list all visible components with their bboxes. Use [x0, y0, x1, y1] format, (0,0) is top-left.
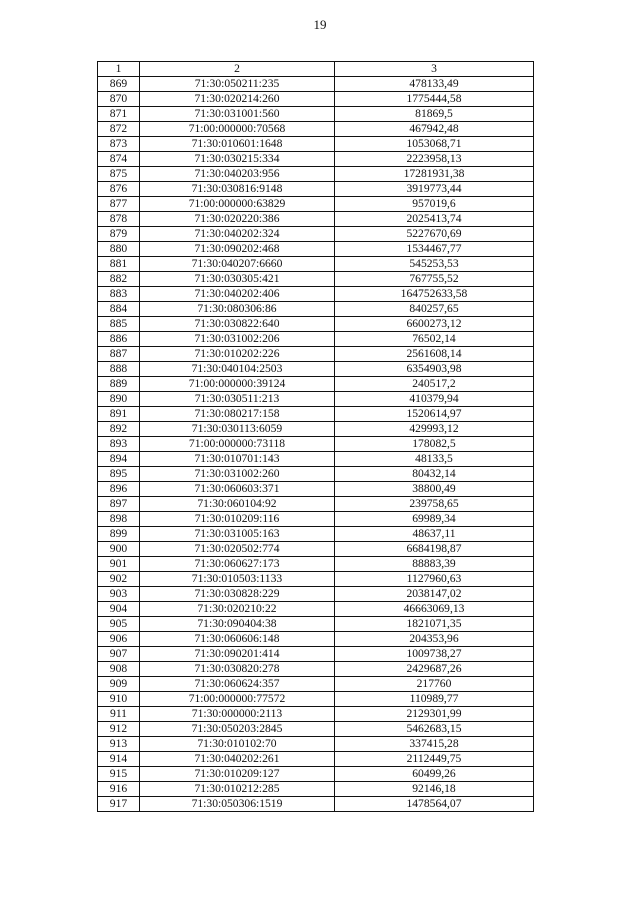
value-cell: 69989,34	[335, 512, 534, 527]
table-row	[98, 242, 534, 257]
cadastral-number-cell: 71:30:020214:260	[140, 92, 335, 107]
row-number-cell: 873	[98, 137, 140, 152]
table-row	[98, 377, 534, 392]
table-row	[98, 617, 534, 632]
value-cell: 545253,53	[335, 257, 534, 272]
cadastral-number-cell: 71:30:060624:357	[140, 677, 335, 692]
cadastral-number-cell: 71:30:040202:261	[140, 752, 335, 767]
table-row	[98, 632, 534, 647]
value-cell: 1053068,71	[335, 137, 534, 152]
table-row	[98, 542, 534, 557]
row-number-cell: 885	[98, 317, 140, 332]
value-cell: 48637,11	[335, 527, 534, 542]
row-number-cell: 900	[98, 542, 140, 557]
row-number-cell: 871	[98, 107, 140, 122]
row-number-cell: 875	[98, 167, 140, 182]
column-header-value: 3	[335, 62, 534, 77]
cadastral-number-cell: 71:30:050306:1519	[140, 797, 335, 812]
value-cell: 767755,52	[335, 272, 534, 287]
value-cell: 6600273,12	[335, 317, 534, 332]
value-cell: 1478564,07	[335, 797, 534, 812]
row-number-cell: 903	[98, 587, 140, 602]
table-row	[98, 212, 534, 227]
value-cell: 204353,96	[335, 632, 534, 647]
row-number-cell: 869	[98, 77, 140, 92]
value-cell: 3919773,44	[335, 182, 534, 197]
table-row	[98, 137, 534, 152]
value-cell: 429993,12	[335, 422, 534, 437]
table-row	[98, 407, 534, 422]
row-number-cell: 886	[98, 332, 140, 347]
table-row	[98, 722, 534, 737]
value-cell: 239758,65	[335, 497, 534, 512]
cadastral-number-cell: 71:30:040202:324	[140, 227, 335, 242]
row-number-cell: 897	[98, 497, 140, 512]
table-row	[98, 782, 534, 797]
row-number-cell: 892	[98, 422, 140, 437]
table-row	[98, 437, 534, 452]
value-cell: 2025413,74	[335, 212, 534, 227]
table-row	[98, 392, 534, 407]
value-cell: 110989,77	[335, 692, 534, 707]
value-cell: 48133,5	[335, 452, 534, 467]
row-number-cell: 908	[98, 662, 140, 677]
cadastral-number-cell: 71:30:040104:2503	[140, 362, 335, 377]
table-row	[98, 122, 534, 137]
row-number-cell: 888	[98, 362, 140, 377]
cadastral-number-cell: 71:30:040207:6660	[140, 257, 335, 272]
table-row	[98, 572, 534, 587]
cadastral-number-cell: 71:00:000000:70568	[140, 122, 335, 137]
value-cell: 2223958,13	[335, 152, 534, 167]
cadastral-number-cell: 71:30:010601:1648	[140, 137, 335, 152]
cadastral-number-cell: 71:00:000000:39124	[140, 377, 335, 392]
row-number-cell: 916	[98, 782, 140, 797]
cadastral-number-cell: 71:00:000000:77572	[140, 692, 335, 707]
cadastral-number-cell: 71:30:090202:468	[140, 242, 335, 257]
table-row	[98, 362, 534, 377]
value-cell: 38800,49	[335, 482, 534, 497]
cadastral-number-cell: 71:30:010209:127	[140, 767, 335, 782]
table-row	[98, 557, 534, 572]
row-number-cell: 891	[98, 407, 140, 422]
value-cell: 1821071,35	[335, 617, 534, 632]
cadastral-number-cell: 71:30:040203:956	[140, 167, 335, 182]
table-row	[98, 737, 534, 752]
cadastral-number-cell: 71:30:030113:6059	[140, 422, 335, 437]
cadastral-number-cell: 71:30:030215:334	[140, 152, 335, 167]
row-number-cell: 894	[98, 452, 140, 467]
value-cell: 46663069,13	[335, 602, 534, 617]
value-cell: 1009738,27	[335, 647, 534, 662]
cadastral-number-cell: 71:30:030822:640	[140, 317, 335, 332]
table-row	[98, 707, 534, 722]
table-row	[98, 167, 534, 182]
table-row	[98, 767, 534, 782]
cadastral-number-cell: 71:30:030305:421	[140, 272, 335, 287]
table-row	[98, 152, 534, 167]
row-number-cell: 910	[98, 692, 140, 707]
table-row	[98, 107, 534, 122]
table-header-row	[98, 62, 534, 77]
table-row	[98, 77, 534, 92]
table-row	[98, 287, 534, 302]
cadastral-number-cell: 71:30:060627:173	[140, 557, 335, 572]
table-row	[98, 797, 534, 812]
row-number-cell: 906	[98, 632, 140, 647]
value-cell: 467942,48	[335, 122, 534, 137]
value-cell: 60499,26	[335, 767, 534, 782]
cadastral-number-cell: 71:30:060104:92	[140, 497, 335, 512]
row-number-cell: 877	[98, 197, 140, 212]
cadastral-number-cell: 71:30:030511:213	[140, 392, 335, 407]
value-cell: 1534467,77	[335, 242, 534, 257]
cadastral-number-cell: 71:30:020502:774	[140, 542, 335, 557]
table-row	[98, 452, 534, 467]
row-number-cell: 901	[98, 557, 140, 572]
row-number-cell: 893	[98, 437, 140, 452]
row-number-cell: 909	[98, 677, 140, 692]
cadastral-number-cell: 71:30:030828:229	[140, 587, 335, 602]
cadastral-number-cell: 71:30:010212:285	[140, 782, 335, 797]
row-number-cell: 874	[98, 152, 140, 167]
cadastral-number-cell: 71:30:090404:38	[140, 617, 335, 632]
value-cell: 2561608,14	[335, 347, 534, 362]
value-cell: 5462683,15	[335, 722, 534, 737]
cadastral-number-cell: 71:30:031002:206	[140, 332, 335, 347]
value-cell: 240517,2	[335, 377, 534, 392]
table-row	[98, 272, 534, 287]
row-number-cell: 917	[98, 797, 140, 812]
page-number: 19	[313, 17, 327, 32]
cadastral-number-cell: 71:30:010102:70	[140, 737, 335, 752]
cadastral-number-cell: 71:30:050211:235	[140, 77, 335, 92]
cadastral-number-cell: 71:30:010503:1133	[140, 572, 335, 587]
table-row	[98, 587, 534, 602]
value-cell: 17281931,38	[335, 167, 534, 182]
row-number-cell: 887	[98, 347, 140, 362]
row-number-cell: 884	[98, 302, 140, 317]
value-cell: 957019,6	[335, 197, 534, 212]
table-row	[98, 347, 534, 362]
column-header-cadastral-number: 2	[140, 62, 335, 77]
row-number-cell: 889	[98, 377, 140, 392]
table-row	[98, 467, 534, 482]
value-cell: 478133,49	[335, 77, 534, 92]
table-row	[98, 302, 534, 317]
row-number-cell: 878	[98, 212, 140, 227]
value-cell: 6354903,98	[335, 362, 534, 377]
value-cell: 164752633,58	[335, 287, 534, 302]
table-row	[98, 317, 534, 332]
cadastral-number-cell: 71:30:010209:116	[140, 512, 335, 527]
row-number-cell: 912	[98, 722, 140, 737]
table-row	[98, 647, 534, 662]
cadastral-number-cell: 71:30:031005:163	[140, 527, 335, 542]
value-cell: 81869,5	[335, 107, 534, 122]
value-cell: 6684198,87	[335, 542, 534, 557]
value-cell: 1127960,63	[335, 572, 534, 587]
table-row	[98, 692, 534, 707]
row-number-cell: 899	[98, 527, 140, 542]
value-cell: 178082,5	[335, 437, 534, 452]
value-cell: 88883,39	[335, 557, 534, 572]
table-row	[98, 182, 534, 197]
row-number-cell: 872	[98, 122, 140, 137]
table-row	[98, 92, 534, 107]
cadastral-number-cell: 71:30:031001:560	[140, 107, 335, 122]
table-row	[98, 227, 534, 242]
value-cell: 2129301,99	[335, 707, 534, 722]
table-row	[98, 677, 534, 692]
table-row	[98, 422, 534, 437]
value-cell: 337415,28	[335, 737, 534, 752]
cadastral-number-cell: 71:30:030820:278	[140, 662, 335, 677]
row-number-cell: 881	[98, 257, 140, 272]
cadastral-number-cell: 71:30:040202:406	[140, 287, 335, 302]
cadastral-number-cell: 71:30:020210:22	[140, 602, 335, 617]
table-row	[98, 497, 534, 512]
row-number-cell: 907	[98, 647, 140, 662]
row-number-cell: 914	[98, 752, 140, 767]
cadastral-number-cell: 71:30:080306:86	[140, 302, 335, 317]
cadastral-number-cell: 71:30:060603:371	[140, 482, 335, 497]
cadastral-number-cell: 71:30:010202:226	[140, 347, 335, 362]
cadastral-number-cell: 71:30:020220:386	[140, 212, 335, 227]
row-number-cell: 870	[98, 92, 140, 107]
row-number-cell: 895	[98, 467, 140, 482]
value-cell: 2038147,02	[335, 587, 534, 602]
value-cell: 92146,18	[335, 782, 534, 797]
row-number-cell: 904	[98, 602, 140, 617]
row-number-cell: 915	[98, 767, 140, 782]
row-number-cell: 882	[98, 272, 140, 287]
value-cell: 1775444,58	[335, 92, 534, 107]
table-row	[98, 752, 534, 767]
cadastral-number-cell: 71:30:031002:260	[140, 467, 335, 482]
value-cell: 2429687,26	[335, 662, 534, 677]
table-body	[98, 77, 534, 812]
value-cell: 410379,94	[335, 392, 534, 407]
row-number-cell: 883	[98, 287, 140, 302]
cadastral-number-cell: 71:30:000000:2113	[140, 707, 335, 722]
table-row	[98, 197, 534, 212]
column-header-number: 1	[98, 62, 140, 77]
row-number-cell: 879	[98, 227, 140, 242]
value-cell: 76502,14	[335, 332, 534, 347]
table-row	[98, 527, 534, 542]
value-cell: 80432,14	[335, 467, 534, 482]
row-number-cell: 911	[98, 707, 140, 722]
cadastral-number-cell: 71:00:000000:73118	[140, 437, 335, 452]
cadastral-number-cell: 71:30:030816:9148	[140, 182, 335, 197]
cadastral-number-cell: 71:30:050203:2845	[140, 722, 335, 737]
table-row	[98, 602, 534, 617]
row-number-cell: 896	[98, 482, 140, 497]
row-number-cell: 902	[98, 572, 140, 587]
cadastral-number-cell: 71:00:000000:63829	[140, 197, 335, 212]
row-number-cell: 890	[98, 392, 140, 407]
table-row	[98, 512, 534, 527]
row-number-cell: 905	[98, 617, 140, 632]
value-cell: 217760	[335, 677, 534, 692]
cadastral-number-cell: 71:30:010701:143	[140, 452, 335, 467]
row-number-cell: 913	[98, 737, 140, 752]
row-number-cell: 880	[98, 242, 140, 257]
cadastral-number-cell: 71:30:090201:414	[140, 647, 335, 662]
row-number-cell: 898	[98, 512, 140, 527]
value-cell: 1520614,97	[335, 407, 534, 422]
table-row	[98, 662, 534, 677]
table-row	[98, 332, 534, 347]
table-row	[98, 257, 534, 272]
value-cell: 2112449,75	[335, 752, 534, 767]
cadastral-number-cell: 71:30:060606:148	[140, 632, 335, 647]
value-cell: 5227670,69	[335, 227, 534, 242]
cadastral-number-cell: 71:30:080217:158	[140, 407, 335, 422]
data-table	[97, 61, 534, 812]
value-cell: 840257,65	[335, 302, 534, 317]
table-row	[98, 482, 534, 497]
row-number-cell: 876	[98, 182, 140, 197]
